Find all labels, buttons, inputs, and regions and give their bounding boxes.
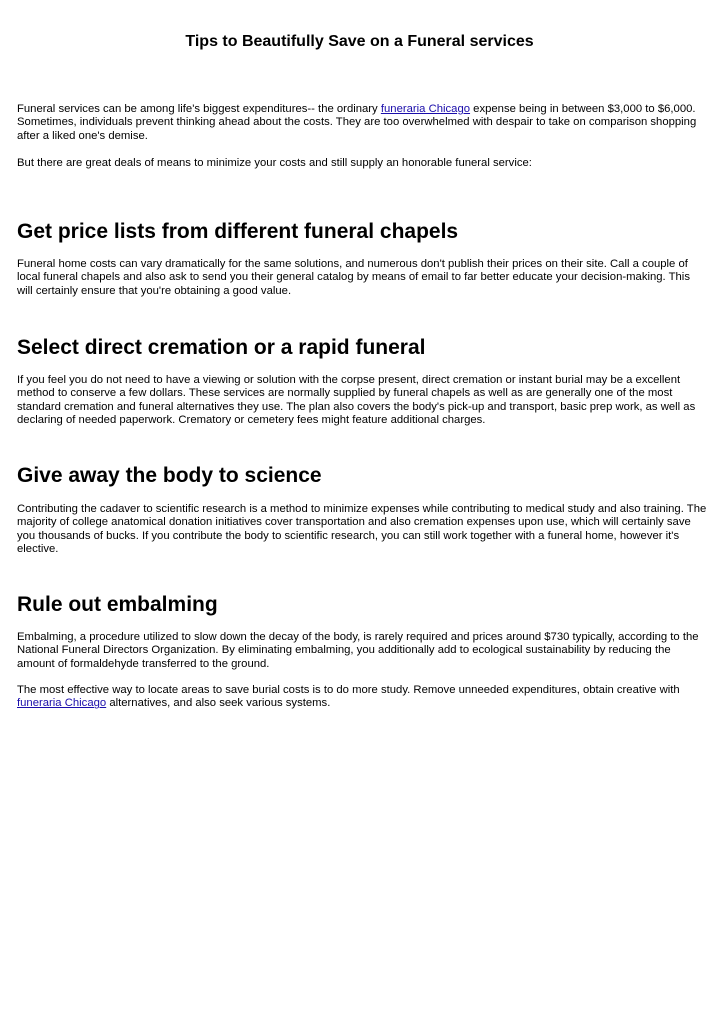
document-title: Tips to Beautifully Save on a Funeral services — [185, 33, 534, 50]
intro-paragraph-2: But there are great deals of means to minimize your costs and still supply an honorable funeral service: — [17, 157, 532, 169]
section-heading: Get price lists from different funeral chapels — [17, 220, 459, 243]
section-body: Contributing the cadaver to scientific research is a method to minimize expenses while contributing to medical study and also training. The majority of college anatomical donation initiatives cover transportation and also cremation expenses upon use, which will certainly save you thousands of bucks. If you contribute the body to scientific research, you can still work together with a funeral home, however it's elective. — [17, 503, 707, 556]
intro-text-before: Funeral services can be among life's biggest expenditures-- the ordinary — [17, 103, 381, 115]
funeraria-chicago-link[interactable]: funeraria Chicago — [380, 103, 471, 115]
intro-text-after: expense being in between $3,000 to $6,000. Sometimes, individuals prevent thinking ahead about the costs. They are too overwhelmed with despair to take on comparison shopping after a liked one's demise. — [17, 103, 697, 142]
section-heading: Rule out embalming — [17, 593, 218, 616]
closing-text-after: alternatives, and also seek various systems. — [106, 697, 331, 710]
section-body: Funeral home costs can vary dramatically for the same solutions, and numerous don't publish their prices on their site. Call a couple of local funeral chapels and also ask to send you their general catalog by means of email to far better educate your decision-making. This will certainly ensure that you're obtaining a good value. — [17, 258, 690, 297]
section-heading: Give away the body to science — [17, 464, 322, 487]
closing-paragraph — [17, 684, 707, 711]
section-body: Embalming, a procedure utilized to slow down the decay of the body, is rarely required and prices around $730 typically, according to the National Funeral Directors Organization. By eliminating embalming, you additionally add to ecological sustainability by reducing the amount of formaldehyde transferred to the ground. — [17, 631, 699, 670]
funeraria-chicago-link[interactable]: funeraria Chicago — [17, 697, 107, 710]
section-heading: Select direct cremation or a rapid funeral — [17, 336, 426, 359]
section-body: If you feel you do not need to have a viewing or solution with the corpse present, direct cremation or instant burial may be a excellent method to conserve a few dollars. These services are normally supplied by funeral chapels as well as are generally one of the most standard cremation and funeral alternatives they use. The plan also covers the body's pick-up and transport, basic prep work, as well as declaring of needed paperwork. Crematory or cemetery fees might feature additional charges. — [17, 374, 696, 427]
closing-text-before: The most effective way to locate areas to save burial costs is to do more study. Remove unneeded expenditures, obtain creative with — [17, 684, 680, 696]
intro-paragraph — [17, 103, 707, 143]
